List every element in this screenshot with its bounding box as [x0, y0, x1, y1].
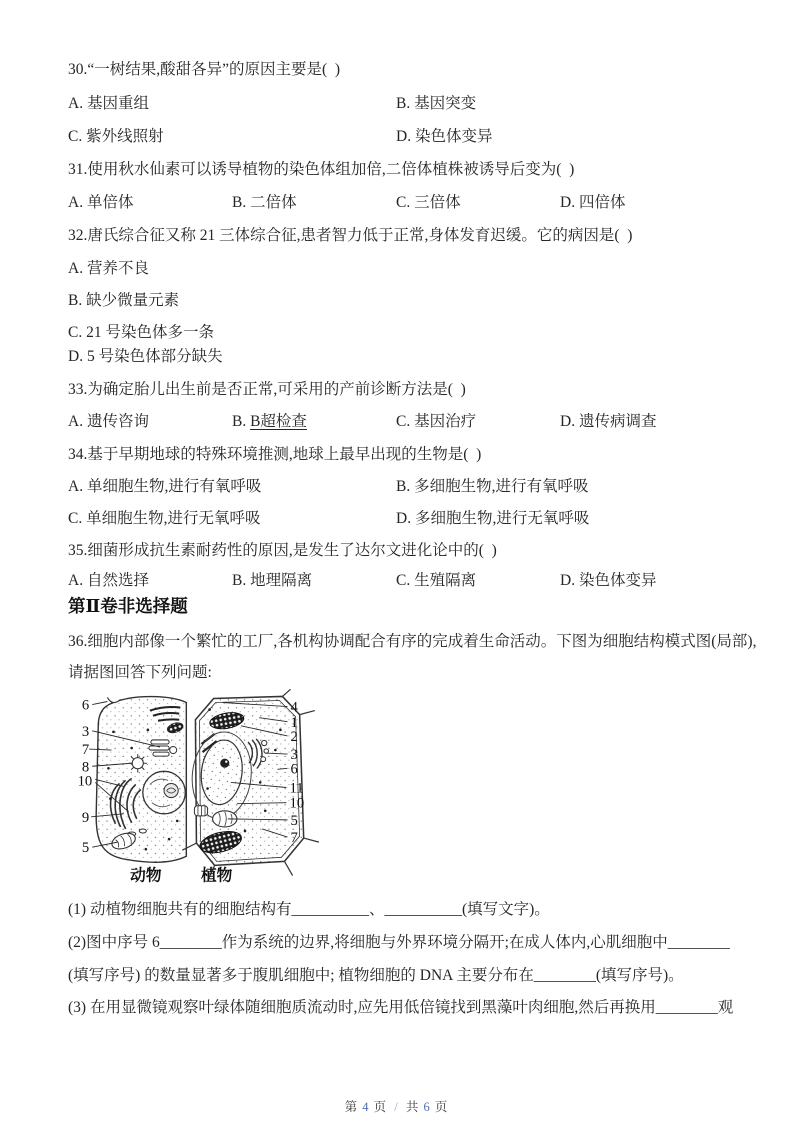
q30-option-c: C. 紫外线照射	[68, 128, 164, 145]
q36-sub2-line2: (填写序号) 的数量显著多于腹肌细胞中; 植物细胞的 DNA 主要分布在________(填写序号)。	[68, 967, 684, 984]
cell-diagram-figure	[73, 688, 331, 888]
diagram-number-left-6: 5	[81, 840, 90, 857]
q35-option-c: C. 生殖隔离	[396, 572, 477, 589]
q32-option-c: C. 21 号染色体多一条	[68, 324, 214, 341]
golgi-vesicle	[264, 749, 268, 753]
footer-page-number: 4	[362, 1100, 370, 1114]
diagram-number-right-7: 5	[290, 812, 298, 829]
q30-option-b: B. 基因突变	[396, 95, 477, 112]
q36-stem-line1: 36.细胞内部像一个繁忙的工厂,各机构协调配合有序的完成着生命活动。下图为细胞结构模式图(局部),	[68, 633, 757, 650]
q34-option-a: A. 单细胞生物,进行有氧呼吸	[68, 478, 262, 495]
plant-nucleolus	[220, 759, 229, 768]
nucleolus-highlight	[225, 760, 227, 762]
diagram-number-right-6: 10	[289, 795, 305, 812]
diagram-number-left-5: 9	[81, 809, 90, 826]
q32-option-b: B. 缺少微量元素	[68, 292, 180, 309]
q33-option-b-underlined: B超检查	[250, 413, 307, 430]
footer-label-ye: 页	[373, 1100, 388, 1114]
golgi-vesicle	[139, 829, 146, 833]
q35-option-a: A. 自然选择	[68, 572, 149, 589]
q34-stem: 34.基于早期地球的特殊环境推测,地球上最早出现的生物是( )	[68, 446, 482, 463]
diagram-number-right-2: 2	[290, 728, 298, 745]
q30-option-d: D. 染色体变异	[396, 128, 493, 145]
footer-total-pages: 6	[423, 1100, 431, 1114]
q33-option-b	[232, 412, 307, 431]
diagram-number-right-4: 6	[290, 761, 298, 778]
q31-option-a: A. 单倍体	[68, 194, 134, 211]
q32-option-d: D. 5 号染色体部分缺失	[68, 348, 223, 365]
caption-animal: 动物	[130, 867, 162, 885]
golgi-vesicle	[262, 740, 267, 745]
q31-option-c: C. 三倍体	[396, 194, 461, 211]
diagram-number-left-2: 7	[81, 742, 90, 759]
diagram-number-right-1: 1	[290, 714, 298, 731]
q36-sub1: (1) 动植物细胞共有的细胞结构有__________、__________(填写文字)。	[68, 901, 550, 918]
diagram-number-left-3: 8	[81, 759, 90, 776]
cell-structure-diagram	[73, 688, 331, 888]
q34-option-b: B. 多细胞生物,进行有氧呼吸	[396, 478, 589, 495]
plant-striped-organelle	[194, 806, 207, 816]
q30-stem: 30.“一树结果,酸甜各异”的原因主要是( )	[68, 61, 341, 78]
footer-separator: /	[394, 1100, 399, 1114]
q33-option-c: C. 基因治疗	[396, 413, 477, 430]
diagram-number-right-0: 4	[290, 699, 298, 716]
q35-stem: 35.细菌形成抗生素耐药性的原因,是发生了达尔文进化论中的( )	[68, 542, 497, 559]
diagram-number-right-8: 7	[290, 830, 298, 847]
page-footer	[0, 1097, 793, 1115]
diagram-number-left-4: 10	[77, 773, 93, 790]
q34-option-d: D. 多细胞生物,进行无氧呼吸	[396, 510, 590, 527]
footer-label-di: 第	[344, 1100, 359, 1114]
q33-option-a: A. 遗传咨询	[68, 413, 149, 430]
diagram-number-right-5: 11	[289, 780, 304, 797]
q36-stem-line2: 请据图回答下列问题:	[68, 664, 212, 681]
section-2-title: 第Ⅱ卷非选择题	[68, 596, 188, 616]
q36-sub2-line1: (2)图中序号 6________作为系统的边界,将细胞与外界环境分隔开;在成人体内,心肌细胞中________	[68, 934, 730, 951]
q33-stem: 33.为确定胎儿出生前是否正常,可采用的产前诊断方法是( )	[68, 381, 466, 398]
diagram-number-right-3: 3	[290, 747, 298, 764]
q35-option-d: D. 染色体变异	[560, 572, 657, 589]
q32-option-a: A. 营养不良	[68, 260, 149, 277]
q31-option-d: D. 四倍体	[560, 194, 626, 211]
q33-option-b-prefix: B.	[232, 413, 251, 430]
footer-label-gong: 共	[405, 1100, 420, 1114]
diagram-number-left-1: 3	[81, 723, 90, 740]
q32-stem: 32.唐氏综合征又称 21 三体综合征,患者智力低于正常,身体发育迟缓。它的病因是( )	[68, 227, 633, 244]
q33-option-d: D. 遗传病调查	[560, 413, 657, 430]
footer-label-ye2: 页	[434, 1100, 449, 1114]
q31-option-b: B. 二倍体	[232, 194, 297, 211]
golgi-vesicle	[261, 757, 266, 762]
q36-sub3: (3) 在用显微镜观察叶绿体随细胞质流动时,应先用低倍镜找到黑藻叶肉细胞,然后再换用________观	[68, 999, 734, 1016]
q34-option-c: C. 单细胞生物,进行无氧呼吸	[68, 510, 261, 527]
q35-option-b: B. 地理隔离	[232, 572, 313, 589]
q31-stem: 31.使用秋水仙素可以诱导植物的染色体组加倍,二倍体植株被诱导后变为( )	[68, 161, 575, 178]
caption-plant: 植物	[200, 867, 233, 885]
diagram-number-left-0: 6	[81, 697, 90, 714]
q30-option-a: A. 基因重组	[68, 95, 149, 112]
